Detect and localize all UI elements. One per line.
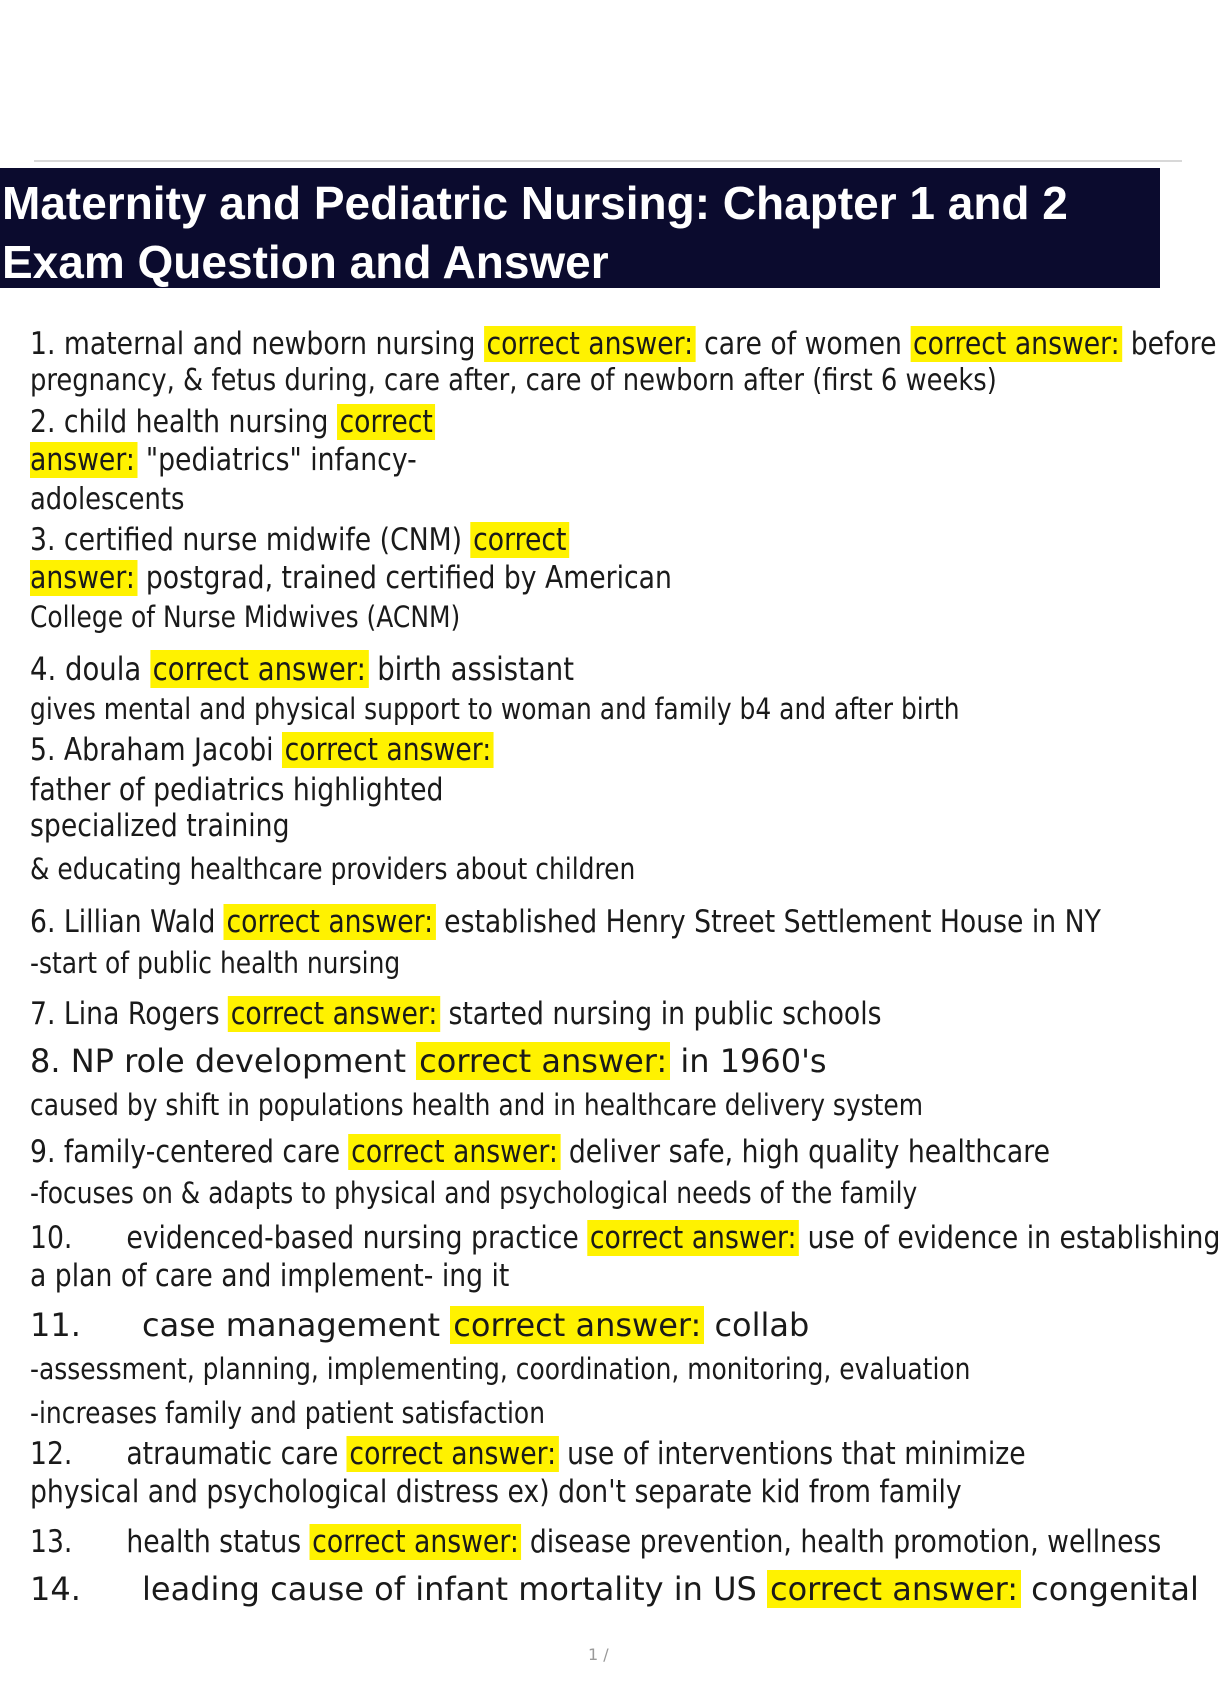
- item-number: 14.: [30, 1570, 81, 1608]
- item-9-line-2: -focuses on & adapts to physical and psychological needs of the family: [30, 1176, 918, 1210]
- item-4-line-2: gives mental and physical support to woman and family b4 and after birth: [30, 692, 960, 726]
- answer-marker: correct answer:: [416, 1042, 670, 1080]
- item-13-line-1: [30, 1524, 1161, 1560]
- answer-marker: correct answer:: [450, 1306, 704, 1344]
- item-10-line-2: a plan of care and implement- ing it: [30, 1258, 510, 1294]
- item-term: leading cause of infant mortality in US: [142, 1570, 757, 1608]
- item-answer: care of women: [704, 326, 902, 362]
- item-11-line-1: [30, 1306, 809, 1344]
- answer-marker: correct answer:: [310, 1524, 522, 1560]
- item-term: Abraham Jacobi: [63, 732, 274, 768]
- item-3-line-2: [30, 560, 672, 596]
- item-4-line-1: [30, 650, 574, 688]
- item-answer: birth assistant: [377, 650, 575, 688]
- item-number: 11.: [30, 1306, 81, 1344]
- item-number: 4.: [30, 650, 57, 688]
- item-2-line-2: [30, 442, 417, 478]
- item-answer: deliver safe, high quality healthcare: [568, 1134, 1051, 1170]
- item-answer: "pediatrics" infancy-: [145, 442, 417, 478]
- item-term: Lillian Wald: [63, 904, 216, 940]
- item-number: 3.: [30, 522, 56, 558]
- item-term: case management: [142, 1306, 441, 1344]
- item-number: 5.: [30, 732, 56, 768]
- answer-marker: correct answer:: [349, 1134, 561, 1170]
- item-term: NP role development: [70, 1042, 406, 1080]
- item-7-line-1: [30, 996, 882, 1032]
- item-term: family-centered care: [63, 1134, 341, 1170]
- item-number: 6.: [30, 904, 56, 940]
- item-number: 8.: [30, 1042, 61, 1080]
- item-term: atraumatic care: [126, 1436, 339, 1472]
- item-number: 2.: [30, 404, 56, 440]
- answer-marker: correct answer:: [224, 904, 436, 940]
- item-number: 10.: [30, 1220, 73, 1256]
- item-3-line-1: [30, 522, 569, 558]
- item-11-line-3: -increases family and patient satisfaction: [30, 1396, 546, 1430]
- item-1-line-1: [30, 326, 1217, 362]
- item-14-line-1: [30, 1570, 1199, 1608]
- item-9-line-1: [30, 1134, 1050, 1170]
- item-8-line-1: [30, 1042, 827, 1080]
- item-number: 12.: [30, 1436, 73, 1472]
- item-number: 13.: [30, 1524, 73, 1560]
- answer-marker: correct answer:: [282, 732, 494, 768]
- item-number: 7.: [30, 996, 56, 1032]
- item-5-line-2: father of pediatrics highlighted: [30, 772, 444, 808]
- item-answer: started nursing in public schools: [448, 996, 882, 1032]
- item-1-line-2: pregnancy, & fetus during, care after, care of newborn after (first 6 weeks): [30, 363, 997, 398]
- item-answer: use of evidence in establishing: [807, 1220, 1220, 1256]
- item-5-line-4: & educating healthcare providers about children: [30, 852, 636, 886]
- item-12-line-1: [30, 1436, 1026, 1472]
- item-answer: in 1960's: [680, 1042, 827, 1080]
- item-12-line-2: physical and psychological distress ex) don't separate kid from family: [30, 1474, 962, 1510]
- item-5-line-1: [30, 732, 494, 768]
- answer-marker: answer:: [30, 560, 137, 596]
- item-number: 1.: [30, 326, 56, 362]
- answer-marker: correct answer:: [587, 1220, 799, 1256]
- top-divider: [34, 160, 1182, 162]
- answer-marker: correct answer:: [150, 650, 368, 688]
- item-term: certified nurse midwife (CNM): [63, 522, 463, 558]
- answer-marker: correct answer:: [767, 1570, 1021, 1608]
- item-term: maternal and newborn nursing: [63, 326, 476, 362]
- answer-marker: answer:: [30, 442, 137, 478]
- item-3-line-3: College of Nurse Midwives (ACNM): [30, 600, 461, 634]
- item-answer: congenital: [1031, 1570, 1199, 1608]
- item-term: health status: [126, 1524, 302, 1560]
- item-2-line-3: adolescents: [30, 482, 185, 517]
- answer-marker: correct answer:: [228, 996, 440, 1032]
- item-term: evidenced-based nursing practice: [126, 1220, 579, 1256]
- page-title-line-1: Maternity and Pediatric Nursing: Chapter 1 and 2: [2, 177, 1068, 229]
- item-answer: postgrad, trained certified by American: [145, 560, 672, 596]
- item-answer: collab: [714, 1306, 810, 1344]
- item-5-line-3: specialized training: [30, 808, 290, 844]
- answer-marker: correct: [337, 404, 436, 440]
- item-answer: established Henry Street Settlement House in NY: [444, 904, 1101, 940]
- item-term: Lina Rogers: [63, 996, 220, 1032]
- item-10-line-1: [30, 1220, 1220, 1256]
- item-answer: disease prevention, health promotion, wellness: [529, 1524, 1162, 1560]
- answer-marker: correct answer:: [910, 326, 1122, 362]
- item-8-line-2: caused by shift in populations health and in healthcare delivery system: [30, 1088, 924, 1122]
- page-number: 1 /: [588, 1645, 609, 1664]
- item-2-line-1: [30, 404, 435, 440]
- title-banner: [0, 168, 1160, 288]
- item-term: doula: [65, 650, 142, 688]
- answer-marker: correct answer:: [484, 326, 696, 362]
- item-6-line-1: [30, 904, 1101, 940]
- answer-marker: correct answer:: [347, 1436, 559, 1472]
- answer-marker: correct: [471, 522, 570, 558]
- item-answer: use of interventions that minimize: [567, 1436, 1026, 1472]
- page-title-line-2: Exam Question and Answer: [2, 236, 609, 288]
- item-11-line-2: -assessment, planning, implementing, coordination, monitoring, evaluation: [30, 1352, 971, 1386]
- item-number: 9.: [30, 1134, 56, 1170]
- item-answer: before: [1130, 326, 1217, 362]
- item-term: child health nursing: [63, 404, 329, 440]
- item-6-line-2: -start of public health nursing: [30, 946, 401, 980]
